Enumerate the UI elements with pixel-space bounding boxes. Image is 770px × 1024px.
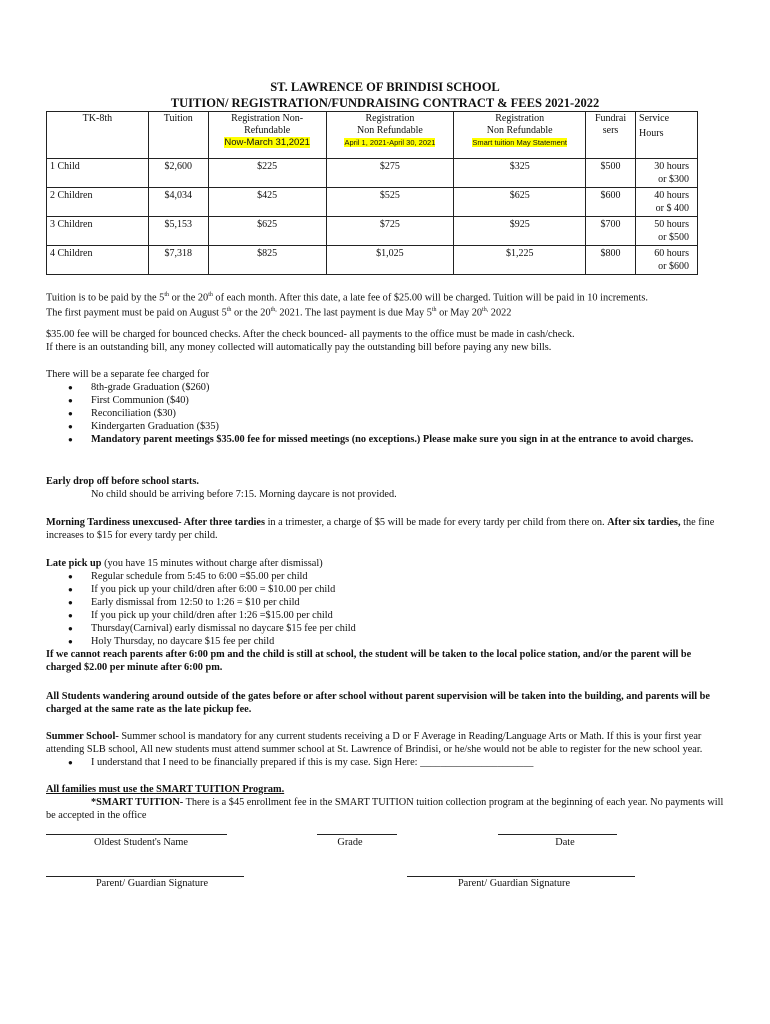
- row-fundraisers: $700: [586, 217, 636, 246]
- row-service-hours: 50 hours or $500: [636, 217, 698, 246]
- list-item: ● Thursday(Carnival) early dismissal no daycare $15 fee per child: [46, 622, 726, 635]
- list-item: ● If you pick up your child/dren after 1:26 =$15.00 per child: [46, 609, 726, 622]
- highlight-smart-tuition: Smart tuition May Statement: [472, 138, 567, 147]
- list-item: ● If you pick up your child/dren after 6:00 = $10.00 per child: [46, 583, 726, 596]
- date-label: Date: [555, 837, 575, 848]
- row-reg-april: $275: [326, 159, 454, 188]
- summer-school-acknowledgement: ● I understand that I need to be financially prepared if this is my case. Sign Here: ______________________: [46, 756, 726, 769]
- header-grade: TK-8th: [47, 112, 149, 159]
- row-tuition: $7,318: [148, 246, 208, 275]
- list-item: ● Reconciliation ($30): [46, 407, 726, 420]
- grade-line[interactable]: [317, 834, 397, 835]
- highlight-date-early: Now-March 31,2021: [224, 137, 310, 148]
- row-tuition: $5,153: [148, 217, 208, 246]
- table-row: [47, 217, 698, 246]
- row-tuition: $2,600: [148, 159, 208, 188]
- tuition-schedule-paragraph: Tuition is to be paid by the 5th or the 20th of each month. After this date, a late fee of $25.00 will be charged. Tuition will be paid in 10 increments. The first payment must be paid on August 5th or the $20^{th,}$ 2021. The last payment is due May 5th or May $20^{th,}$ 2022: [46, 292, 648, 319]
- row-reg-april: $1,025: [326, 246, 454, 275]
- header-fundraisers: Fundrai sers: [586, 112, 636, 159]
- separate-fees-list: [46, 381, 726, 446]
- row-children: 2 Children: [47, 188, 149, 217]
- bounced-checks-paragraph: $35.00 fee will be charged for bounced checks. After the check bounced- all payments to the office must be made in cash/check. If there is an outstanding bill, any money collected will automatically pay the outstanding bill before paying any new bills.: [46, 329, 575, 353]
- header-registration-early: Registration Non- Refundable Now-March 31,2021: [208, 112, 326, 159]
- summer-school-list: [46, 756, 726, 769]
- row-reg-april: $725: [326, 217, 454, 246]
- header-registration-april: Registration Non Refundable April 1, 2021-April 30, 2021: [326, 112, 454, 159]
- list-item: ● Early dismissal from 12:50 to 1:26 = $10 per child: [46, 596, 726, 609]
- list-item-meetings: ● Mandatory parent meetings $35.00 fee for missed meetings (no exceptions.) Please make sure you sign in at the entrance to avoid charges.: [46, 433, 726, 446]
- oldest-student-name-label: Oldest Student's Name: [94, 837, 188, 848]
- parent-signature-label-2: Parent/ Guardian Signature: [457, 878, 571, 889]
- row-service-hours: 40 hours or $ 400: [636, 188, 698, 217]
- school-name: ST. LAWRENCE OF BRINDISI SCHOOL: [270, 80, 500, 94]
- row-children: 4 Children: [47, 246, 149, 275]
- list-item: ● First Communion ($40): [46, 394, 726, 407]
- row-reg-may: $625: [454, 188, 586, 217]
- row-reg-may: $925: [454, 217, 586, 246]
- late-pickup-list: [46, 570, 726, 648]
- table-row: [47, 188, 698, 217]
- oldest-student-name-line[interactable]: [46, 834, 227, 835]
- row-fundraisers: $500: [586, 159, 636, 188]
- smart-tuition-requirement: All families must use the SMART TUITION Program.: [46, 784, 285, 795]
- list-item: ● Holy Thursday, no daycare $15 fee per child: [46, 635, 726, 648]
- row-reg-may: $325: [454, 159, 586, 188]
- document-title: TUITION/ REGISTRATION/FUNDRAISING CONTRACT & FEES 2021-2022: [170, 96, 600, 110]
- table-row: [47, 159, 698, 188]
- row-fundraisers: $600: [586, 188, 636, 217]
- fee-table-header: [47, 112, 698, 159]
- row-reg-early: $625: [208, 217, 326, 246]
- wandering-paragraph: All Students wandering around outside of the gates before or after school without parent supervision will be taken into the building, and parents will be charged at the same rate as the late pickup fee.: [46, 691, 710, 715]
- summer-school-section: Summer School- Summer school is mandatory for any current students receiving a D or F Average in Reading/Language Arts or Math. If this is your first year attending SLB school, All new students must attend summer school at St. Lawrence of Brindisi, or he/she would not be able to register for the new school year. ● I understand that I need to be financially prepared if this is my case. Sign Here: ______________________: [46, 730, 726, 769]
- separate-fees-section: There will be a separate fee charged for ● 8th-grade Graduation ($260) ● First Communion ($40) ● Reconciliation ($30) ● Kindergarten Graduation ($35) ● Mandatory parent meetings $35.00 fee for missed meetings (no exceptions.) Please make sure you sign in at the entrance to avoid charges.: [46, 368, 726, 446]
- row-children: 1 Child: [47, 159, 149, 188]
- list-item: ● Kindergarten Graduation ($35): [46, 420, 726, 433]
- early-drop-section: Early drop off before school starts. No child should be arriving before 7:15. Morning daycare is not provided.: [46, 476, 397, 500]
- row-reg-may: $1,225: [454, 246, 586, 275]
- late-pickup-warning: If we cannot reach parents after 6:00 pm and the child is still at school, the student will be taken to the local police station, and/or the parent will be charged $2.00 per minute after 6:00 pm.: [46, 649, 692, 673]
- table-row: [47, 246, 698, 275]
- row-reg-early: $225: [208, 159, 326, 188]
- grade-label: Grade: [337, 837, 363, 848]
- date-line[interactable]: [498, 834, 617, 835]
- highlight-date-april: April 1, 2021-April 30, 2021: [344, 138, 436, 147]
- row-reg-early: $825: [208, 246, 326, 275]
- late-pickup-section: Late pick up (you have 15 minutes without charge after dismissal) ● Regular schedule from 5:45 to 6:00 =$5.00 per child ● If you pick up your child/dren after 6:00 = $10.00 per child ● Early dismissal from 12:50 to 1:26 = $10 per child ● If you pick up your child/dren after 1:26 =$15.00 per child ● Thursday(Carnival) early dismissal no daycare $15 fee per child ● Holy Thursday, no daycare $15 fee per child If we cannot reach parents after 6:00 pm and the child is still at school, the student will be taken to the local police station, and/or the parent will be charged $2.00 per minute after 6:00 pm.: [46, 557, 726, 674]
- header-service-hours: Service Hours: [636, 112, 698, 159]
- tardiness-paragraph: Morning Tardiness unexcused- After three tardies in a trimester, a charge of $5 will be made for every tardy per child from there on. After six tardies, the fine increases to $15 for every tardy per child.: [46, 517, 715, 541]
- header-registration-may: Registration Non Refundable Smart tuition May Statement: [454, 112, 586, 159]
- row-service-hours: 30 hours or $300: [636, 159, 698, 188]
- row-children: 3 Children: [47, 217, 149, 246]
- header-tuition: Tuition: [148, 112, 208, 159]
- row-reg-early: $425: [208, 188, 326, 217]
- parent-signature-label-1: Parent/ Guardian Signature: [95, 878, 209, 889]
- parent-signature-line-2[interactable]: [407, 876, 635, 877]
- smart-tuition-section: All families must use the SMART TUITION Program. *SMART TUITION- There is a $45 enrollment fee in the SMART TUITION tuition collection program at the beginning of each year. No payments will be accepted in the office: [46, 783, 726, 822]
- list-item: ● 8th-grade Graduation ($260): [46, 381, 726, 394]
- row-fundraisers: $800: [586, 246, 636, 275]
- list-item: ● Regular schedule from 5:45 to 6:00 =$5.00 per child: [46, 570, 726, 583]
- fee-table: [46, 111, 698, 275]
- parent-signature-line-1[interactable]: [46, 876, 244, 877]
- row-service-hours: 60 hours or $600: [636, 246, 698, 275]
- row-reg-april: $525: [326, 188, 454, 217]
- row-tuition: $4,034: [148, 188, 208, 217]
